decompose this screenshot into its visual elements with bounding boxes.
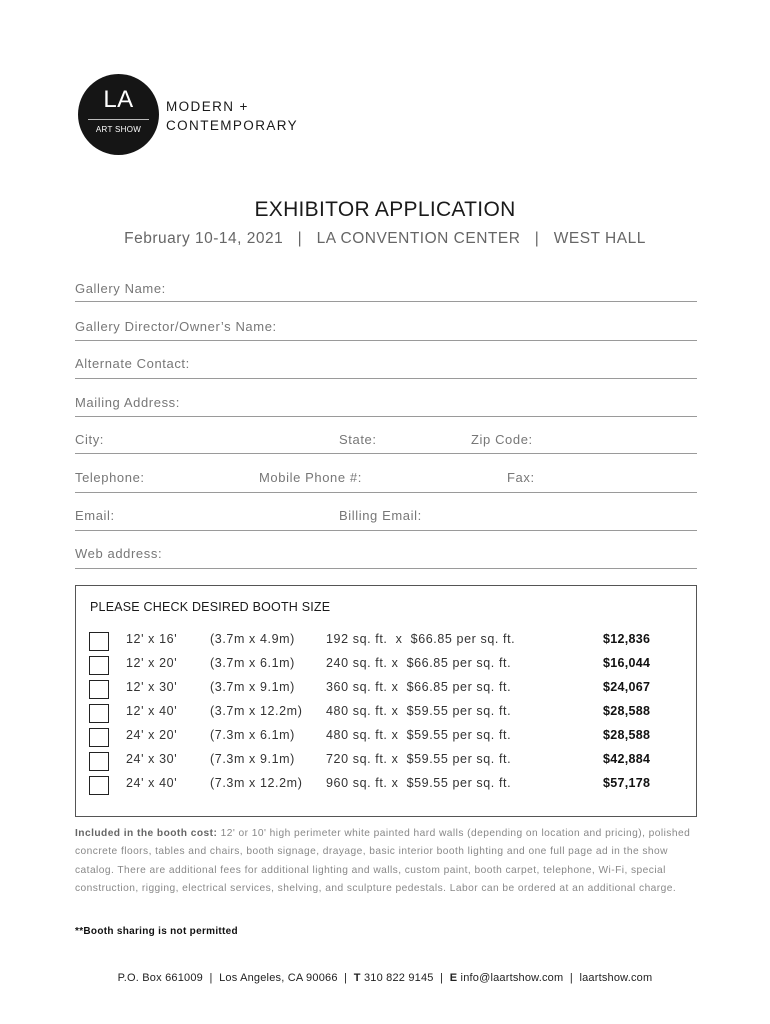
footer-contact: P.O. Box 661009 | Los Angeles, CA 90066 | T 310 822 9145 | E info@laartshow.com | laartshow.com: [117, 972, 653, 984]
booth-metric: (7.3m x 9.1m): [210, 752, 295, 766]
logo-divider: [88, 119, 149, 120]
booth-checkbox[interactable]: [89, 728, 109, 747]
alternate-contact-label: Alternate Contact:: [75, 356, 190, 371]
director-name-line: [75, 340, 697, 341]
booth-area-rate: 360 sq. ft. x $66.85 per sq. ft.: [326, 680, 512, 694]
city-field[interactable]: [75, 431, 335, 453]
billing-email-label: Billing Email:: [339, 508, 422, 523]
booth-price: $57,178: [603, 776, 651, 790]
footer-city: Los Angeles, CA 90066: [219, 972, 338, 984]
booth-size: 12' x 16': [126, 632, 178, 646]
footer-phone: 310 822 9145: [363, 972, 434, 984]
email-line: [75, 530, 697, 531]
booth-area-rate: 480 sq. ft. x $59.55 per sq. ft.: [326, 704, 512, 718]
gallery-name-label: Gallery Name:: [75, 281, 166, 296]
web-address-line: [75, 568, 697, 569]
state-label: State:: [339, 432, 377, 447]
footer-phone-label: T: [353, 972, 361, 984]
booth-checkbox[interactable]: [89, 704, 109, 723]
booth-area-rate: 960 sq. ft. x $59.55 per sq. ft.: [326, 776, 512, 790]
booth-price: $16,044: [603, 656, 651, 670]
booth-size: 12' x 20': [126, 656, 178, 670]
booth-area-rate: 240 sq. ft. x $66.85 per sq. ft.: [326, 656, 512, 670]
booth-checkbox[interactable]: [89, 656, 109, 675]
logo-mark: [78, 74, 159, 155]
included-paragraph: [75, 825, 700, 899]
included-text: 12' or 10' high perimeter white painted hard walls (depending on location and pricing), polished concrete floors, tables and chairs, booth signage, drayage, basic interior booth lighting and one full page ad in the show catalog. There are additional fees for additional lighting and walls, custom paint, booth carpet, telephone, Wi-Fi, special construction, rigging, electrical services, shelving, and sculpture pedestals. Labor can be ordered at an additional charge.: [75, 828, 691, 895]
footer-website-link[interactable]: laartshow.com: [579, 972, 653, 984]
mailing-address-line: [75, 416, 697, 417]
gallery-name-field[interactable]: [75, 280, 697, 302]
booth-metric: (3.7m x 4.9m): [210, 632, 295, 646]
logo-wordmark-line1: MODERN +: [166, 99, 249, 114]
footer-email-label: E: [449, 972, 458, 984]
booth-metric: (3.7m x 9.1m): [210, 680, 295, 694]
booth-area-rate: 192 sq. ft. x $66.85 per sq. ft.: [326, 632, 516, 646]
booth-checkbox[interactable]: [89, 632, 109, 651]
event-details: February 10-14, 2021 | LA CONVENTION CENTER | WEST HALL: [124, 230, 646, 247]
city-label: City:: [75, 432, 104, 447]
booth-size-heading: PLEASE CHECK DESIRED BOOTH SIZE: [90, 600, 331, 614]
city-line: [75, 453, 697, 454]
mobile-phone-label: Mobile Phone #:: [259, 470, 362, 485]
booth-area-rate: 480 sq. ft. x $59.55 per sq. ft.: [326, 728, 512, 742]
booth-price: $28,588: [603, 728, 651, 742]
zip-code-label: Zip Code:: [471, 432, 533, 447]
email-label: Email:: [75, 508, 115, 523]
booth-metric: (7.3m x 6.1m): [210, 728, 295, 742]
footer-email-link[interactable]: info@laartshow.com: [460, 972, 564, 984]
page-title: EXHIBITOR APPLICATION: [254, 198, 516, 221]
fax-label: Fax:: [507, 470, 535, 485]
logo-wordmark: [166, 97, 298, 135]
web-address-field[interactable]: [75, 545, 697, 567]
booth-price: $28,588: [603, 704, 651, 718]
alternate-contact-line: [75, 378, 697, 379]
booth-checkbox[interactable]: [89, 752, 109, 771]
booth-metric: (3.7m x 12.2m): [210, 704, 303, 718]
booth-size: 24' x 20': [126, 728, 178, 742]
booth-checkbox[interactable]: [89, 776, 109, 795]
included-label: Included in the booth cost:: [75, 828, 218, 839]
logo-la-text: LA: [103, 86, 134, 113]
booth-size: 24' x 30': [126, 752, 178, 766]
logo-sub-text: ART SHOW: [95, 125, 142, 134]
booth-price: $42,884: [603, 752, 651, 766]
logo-wordmark-line2: CONTEMPORARY: [166, 118, 299, 133]
gallery-name-line: [75, 301, 697, 302]
footer-po-box: P.O. Box 661009: [117, 972, 203, 984]
booth-price: $12,836: [603, 632, 651, 646]
booth-checkbox[interactable]: [89, 680, 109, 699]
booth-metric: (7.3m x 12.2m): [210, 776, 303, 790]
booth-size: 12' x 30': [126, 680, 178, 694]
booth-size: 24' x 40': [126, 776, 178, 790]
booth-price: $24,067: [603, 680, 651, 694]
director-name-label: Gallery Director/Owner’s Name:: [75, 319, 277, 334]
telephone-line: [75, 492, 697, 493]
booth-metric: (3.7m x 6.1m): [210, 656, 295, 670]
mailing-address-label: Mailing Address:: [75, 395, 180, 410]
booth-sharing-note: **Booth sharing is not permitted: [75, 926, 238, 937]
booth-size: 12' x 40': [126, 704, 178, 718]
web-address-label: Web address:: [75, 546, 163, 561]
booth-area-rate: 720 sq. ft. x $59.55 per sq. ft.: [326, 752, 512, 766]
telephone-label: Telephone:: [75, 470, 145, 485]
